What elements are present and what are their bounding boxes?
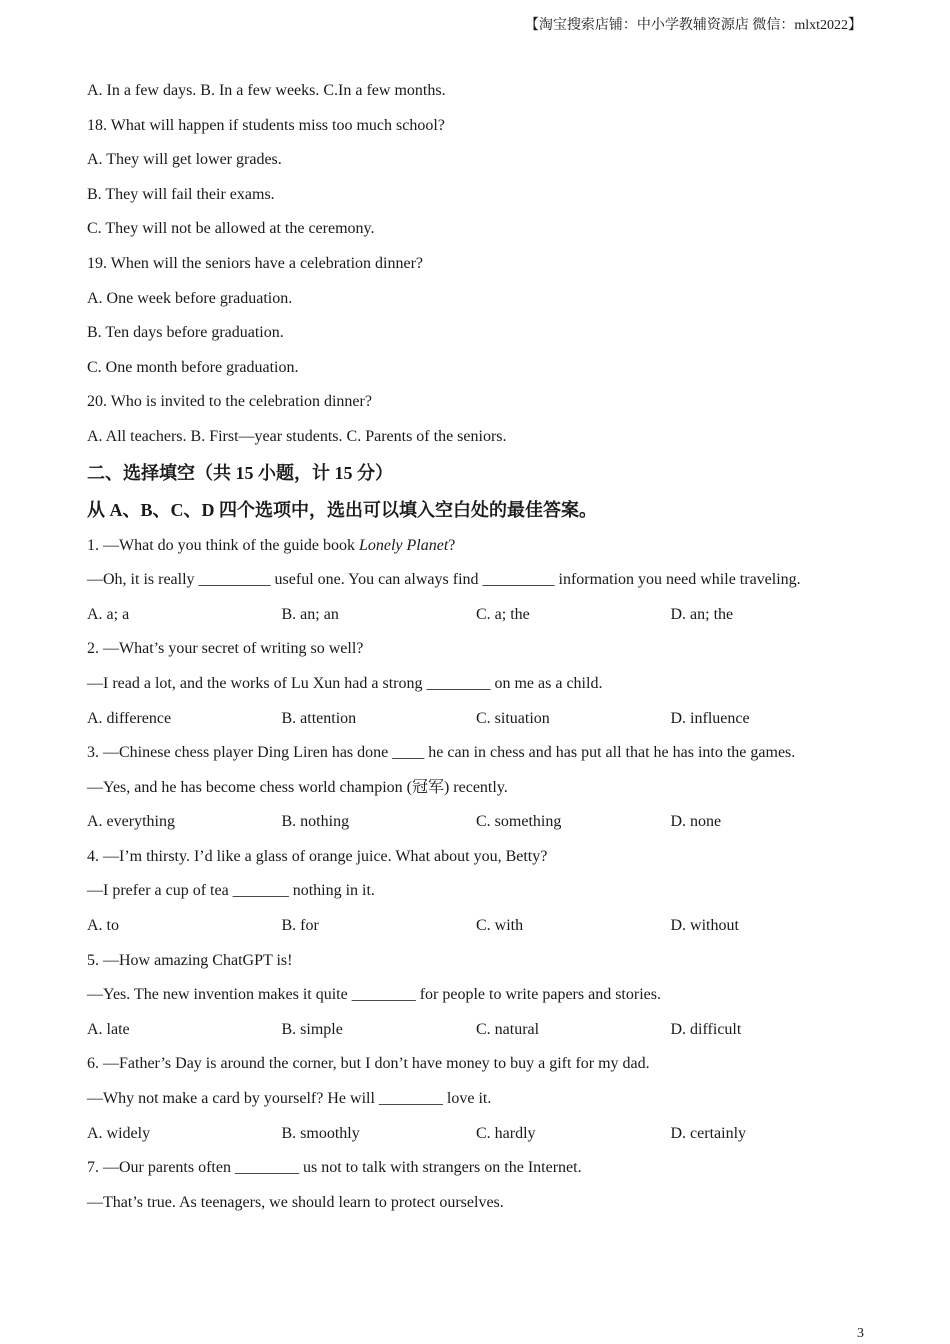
q18-option-c: C. They will not be allowed at the ceremony. [87, 220, 375, 238]
q1-option-c: C. a; the [476, 605, 530, 623]
q18-option-b: B. They will fail their exams. [87, 185, 275, 203]
q18-question: 18. What will happen if students miss too much school? [87, 116, 445, 134]
q1-answer-line: —Oh, it is really _________ useful one. You can always find _________ information you need while traveling. [87, 571, 801, 589]
q1-option-a: A. a; a [87, 605, 130, 623]
q6-option-d: D. certainly [670, 1124, 747, 1142]
q20-options: A. All teachers. B. First—year students. C. Parents of the seniors. [87, 427, 507, 445]
q5-option-a: A. late [87, 1020, 130, 1038]
q2-question: 2. —What’s your secret of writing so well? [87, 640, 364, 658]
q1-options [87, 602, 877, 637]
q6-answer-line: —Why not make a card by yourself? He will ________ love it. [87, 1090, 492, 1108]
q17-options: A. In a few days. B. In a few weeks. C.In a few months. [87, 82, 446, 99]
page-number: 3 [857, 1326, 864, 1341]
q5-answer-line: —Yes. The new invention makes it quite ________ for people to write papers and stories. [87, 986, 661, 1004]
q4-option-b: B. for [281, 917, 319, 935]
q5-option-d: D. difficult [670, 1020, 742, 1038]
q6-question: 6. —Father’s Day is around the corner, but I don’t have money to buy a gift for my dad. [87, 1055, 650, 1073]
q6-options [87, 1121, 877, 1156]
q1-book-title: Lonely Planet [358, 536, 449, 554]
q2-option-a: A. difference [87, 709, 172, 727]
q20-question: 20. Who is invited to the celebration dinner? [87, 393, 372, 411]
q6-option-a: A. widely [87, 1124, 151, 1142]
section-instruction: 从 A、B、C、D 四个选项中，选出可以填入空白处的最佳答案。 [87, 499, 598, 520]
q4-answer-line: —I prefer a cup of tea _______ nothing in it. [87, 882, 375, 900]
q3-option-b: B. nothing [281, 813, 350, 831]
q4-question: 4. —I’m thirsty. I’d like a glass of orange juice. What about you, Betty? [87, 847, 548, 865]
q5-question: 5. —How amazing ChatGPT is! [87, 951, 293, 969]
q3-option-c: C. something [476, 813, 562, 831]
q4-options [87, 913, 877, 948]
page-header: 【淘宝搜索店铺：中小学教辅资源店 微信：mlxt2022】 [524, 18, 862, 33]
q1-option-b: B. an; an [281, 605, 339, 623]
q3-answer-line: —Yes, and he has become chess world champion (冠军) recently. [87, 778, 508, 796]
q1-option-d: D. an; the [670, 605, 734, 623]
q4-option-a: A. to [87, 917, 119, 935]
q1-suffix: ? [448, 536, 456, 554]
q2-answer-line: —I read a lot, and the works of Lu Xun had a strong ________ on me as a child. [87, 674, 603, 692]
q18-option-a: A. They will get lower grades. [87, 151, 282, 169]
q19-option-b: B. Ten days before graduation. [87, 324, 284, 342]
q5-options [87, 1017, 877, 1052]
q2-option-b: B. attention [281, 709, 357, 727]
q6-option-b: B. smoothly [281, 1124, 360, 1142]
q1-prefix: 1. —What do you think of the guide book [87, 536, 359, 554]
q19-option-a: A. One week before graduation. [87, 289, 293, 307]
q4-option-c: C. with [476, 917, 524, 935]
q7-question: 7. —Our parents often ________ us not to talk with strangers on the Internet. [87, 1159, 582, 1177]
q3-option-d: D. none [670, 813, 722, 831]
q5-option-b: B. simple [281, 1020, 343, 1038]
page-content [87, 78, 877, 1224]
q7-answer-line: —That’s true. As teenagers, we should learn to protect ourselves. [87, 1193, 504, 1211]
q3-question: 3. —Chinese chess player Ding Liren has done ____ he can in chess and has put all that he has into the games. [87, 744, 796, 762]
q4-option-d: D. without [670, 917, 739, 935]
q3-options [87, 809, 877, 844]
q6-option-c: C. hardly [476, 1124, 536, 1142]
q5-option-c: C. natural [476, 1020, 540, 1038]
q3-option-a: A. everything [87, 813, 175, 831]
section-title: 二、选择填空（共 15 小题，计 15 分） [87, 462, 393, 483]
q1-question [87, 533, 877, 568]
q19-question: 19. When will the seniors have a celebration dinner? [87, 254, 424, 272]
q2-option-d: D. influence [670, 709, 750, 727]
q19-option-c: C. One month before graduation. [87, 358, 299, 376]
q2-option-c: C. situation [476, 709, 550, 727]
q2-options [87, 706, 877, 741]
